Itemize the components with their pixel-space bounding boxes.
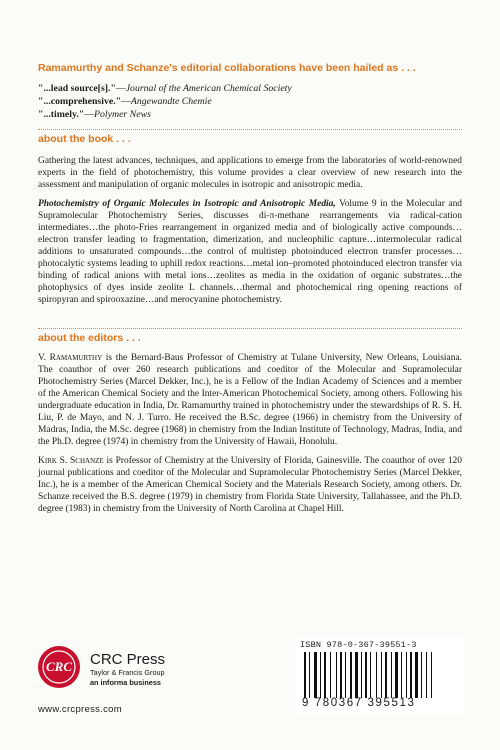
publisher-name: CRC Press [90, 651, 166, 668]
barcode-bar [343, 652, 344, 698]
barcode-bar [403, 652, 405, 698]
book-title: Photochemistry of Organic Molecules in Isotropic and Anisotropic Media, [38, 199, 336, 209]
quote-dash: — [115, 83, 126, 94]
publisher-group: Taylor & Francis Group [90, 668, 165, 677]
barcode-bar [431, 652, 432, 698]
section-divider [38, 328, 462, 329]
barcode-bar [383, 652, 384, 698]
about-book-paragraph-2 [38, 198, 462, 306]
barcode-bar [391, 652, 392, 698]
barcode-bar [365, 652, 367, 698]
about-book-body [38, 155, 462, 306]
barcode-bar [378, 652, 380, 698]
quote-text: "...timely." [38, 109, 85, 121]
barcode-number: 9 780367 395513 [302, 697, 416, 709]
barcode-bar [355, 652, 358, 698]
quote-3 [38, 108, 462, 121]
publisher-block [90, 652, 165, 687]
barcode-bar [350, 652, 352, 698]
barcode-bar [318, 652, 319, 698]
barcode-bar [338, 652, 339, 698]
editor-1-bio [38, 352, 462, 448]
barcode-bar [363, 652, 364, 698]
logo-text: CRC [45, 659, 73, 674]
barcode-bar [314, 652, 317, 698]
quote-source: Journal of the American Chemical Society [125, 83, 292, 94]
barcode-bar [372, 652, 375, 698]
barcode-bar [345, 652, 346, 698]
quote-source: Polymer News [94, 109, 151, 121]
editor-1-text: is the Bernard-Baus Professor of Chemistry at Tulane University, New Orleans, Louisiana. The coauthor of over 260 research publications and coeditor of the Molecular and Supramolecular Photochemistry Series (Marcel Dekker, Inc.), he is a Fellow of the Indian Academy of Sciences and a member of the American Chemical Society and the Inter-American Photochemical Society, among others. Following his undergraduate education in India, Dr. Ramamurthy trained in photochemistry under the stewardships of R. S. H. Liu, P. de Mayo, and N. J. Turro. He received the B.Sc. degree (1966) in chemistry from the University of Madras, India, the M.Sc. degree (1968) in chemistry from the Indian Institute of Technology, Madras, India, and the Ph.D. degree (1974) in chemistry from the University of Hawaii, Honolulu. [38, 353, 462, 447]
praise-quotes [38, 82, 462, 122]
book-description: Volume 9 in the Molecular and Supramolecular Photochemistry Series, discusses di-π-methane rearrangements via radical-cation intermediates…the photo-Fries rearrangement in organized media and of biologically active compounds…electron transfer leading to fragmentation, dimerization, and nucleophilic capture…intermolecular radical additions to unsaturated compounds…the control of multistep photoinduced electron transfer processes…photocalytic systems leading to uphill redox reactions…metal ion–promoted photoinduced electron transfer via binding of radical anions with metal ions…zeolites as media in the oxidation of organic substrates…the photophysics of dyes inside zeolite L channels…thermal and photochemical ring opening reactions of spiropyran and spirooxazine…and merocyanine photochemistry. [38, 199, 463, 305]
barcode-bar [307, 652, 308, 698]
editor-1-name: V. Ramamurthy [38, 353, 103, 363]
about-book-heading: about the book . . . [38, 133, 131, 145]
barcode-bar [324, 652, 326, 698]
barcode-bar [376, 652, 377, 698]
barcode-bar [368, 652, 369, 698]
barcode-bar [393, 652, 394, 698]
barcode [304, 652, 460, 698]
barcode-bar [399, 652, 400, 698]
barcode-bar [359, 652, 360, 698]
barcode-bar [332, 652, 335, 698]
barcode-bar [340, 652, 342, 698]
barcode-bar [426, 652, 427, 698]
quote-text: "...lead source[s]." [38, 83, 116, 94]
praise-heading: Ramamurthy and Schanze's editorial collaborations have been hailed as . . . [38, 62, 416, 74]
barcode-bar [388, 652, 390, 698]
crc-press-logo-icon [37, 645, 81, 689]
barcode-bar [320, 652, 321, 698]
publisher-business: an informa business [90, 677, 161, 687]
barcode-bar [415, 652, 418, 698]
about-book-paragraph-1: Gathering the latest advances, techniques, and applications to emerge from the laboratories of world-renowned experts in the field of photochemistry, this volume provides a clear overview of new research into the assessment and manipulation of organic molecules in isotropic and anisotropic media. [38, 156, 462, 190]
quote-dash: — [121, 96, 131, 108]
barcode-bar [428, 652, 430, 698]
quote-source: Angewandte Chemie [130, 96, 212, 108]
barcode-bar [309, 652, 310, 698]
barcode-bar [423, 652, 425, 698]
barcode-bar [413, 652, 414, 698]
barcode-bar [304, 652, 306, 698]
barcode-bar [410, 652, 412, 698]
quote-1 [38, 82, 462, 95]
quote-2 [38, 95, 462, 108]
barcode-bar [381, 652, 382, 698]
editor-2-name: Kirk S. Schanze [38, 456, 104, 466]
about-editors-heading: about the editors . . . [38, 332, 141, 344]
barcode-bar [408, 652, 409, 698]
about-editors-body [38, 352, 462, 515]
barcode-bar [419, 652, 420, 698]
quote-text: "...comprehensive." [38, 96, 122, 108]
barcode-bar [361, 652, 362, 698]
barcode-bar [401, 652, 402, 698]
section-divider [38, 129, 462, 130]
barcode-bar [311, 652, 313, 698]
isbn-label: ISBN 978-0-367-39551-3 [300, 640, 417, 650]
barcode-bar [322, 652, 323, 698]
publisher-url[interactable]: www.crcpress.com [38, 704, 122, 715]
barcode-bar [347, 652, 349, 698]
barcode-bar [370, 652, 371, 698]
quote-dash: — [84, 109, 95, 121]
barcode-bar [395, 652, 398, 698]
barcode-bar [327, 652, 329, 698]
barcode-bar [336, 652, 337, 698]
barcode-bar [433, 652, 434, 698]
barcode-bar [385, 652, 387, 698]
barcode-bar [330, 652, 331, 698]
editor-2-bio [38, 455, 462, 515]
barcode-bar [421, 652, 422, 698]
barcode-bar [353, 652, 354, 698]
barcode-bar [406, 652, 407, 698]
editor-2-text: is Professor of Chemistry at the University of Florida, Gainesville. The coauthor of over 120 journal publications and coeditor of the Molecular and Supramolecular Photochemistry Series (Marcel Dekker, Inc.), he is a member of the American Chemical Society and the Materials Research Society, among others. Dr. Schanze received the B.S. degree (1979) in chemistry from Florida State University, Tallahassee, and the Ph.D. degree (1983) in chemistry from the University of North Carolina at Chapel Hill. [38, 456, 462, 514]
